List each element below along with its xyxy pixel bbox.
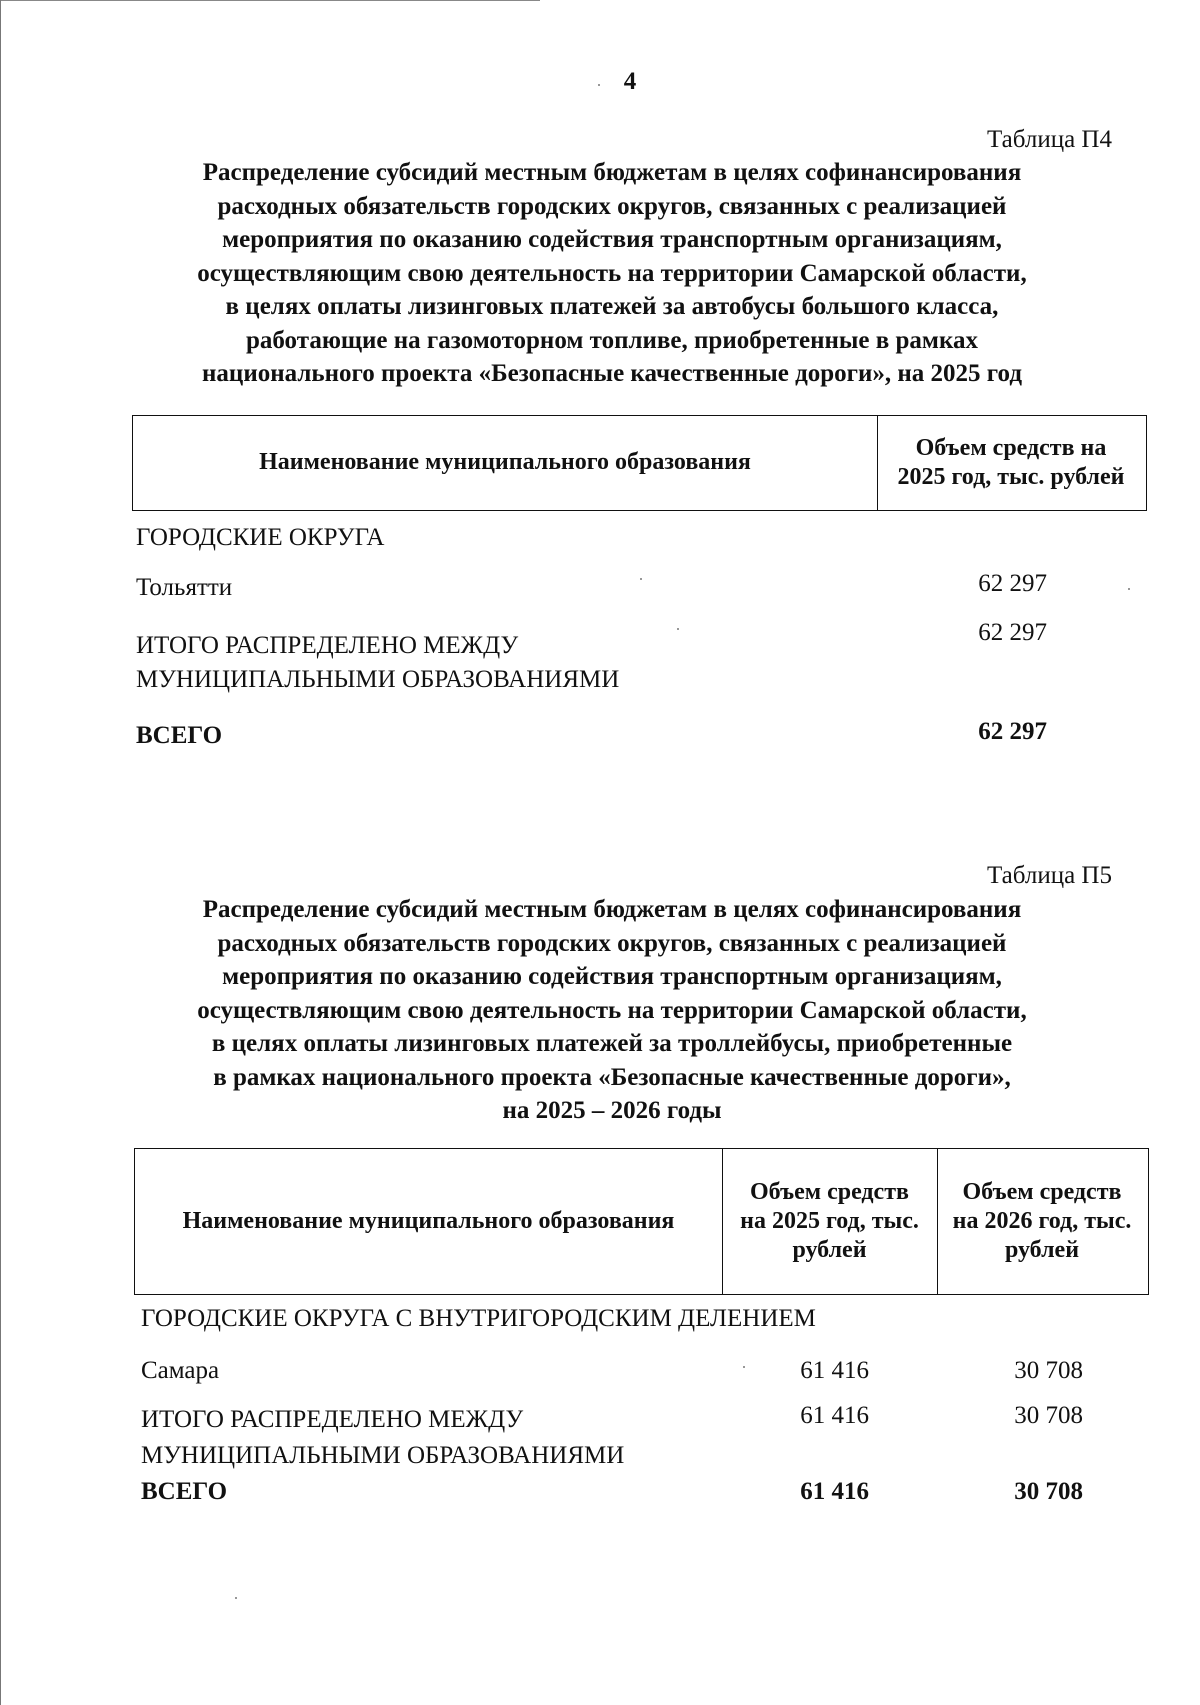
table-p5-label: Таблица П5 — [987, 862, 1112, 889]
scan-speck — [640, 578, 642, 580]
section-label: ГОРОДСКИЕ ОКРУГА С ВНУТРИГОРОДСКИМ ДЕЛЕНИЕМ — [141, 1305, 816, 1332]
title-line: мероприятия по оказанию содействия транспортным организациям, — [222, 226, 1002, 253]
scan-speck — [743, 1366, 745, 1368]
title-line: осуществляющим свою деятельность на территории Самарской области, — [197, 259, 1027, 287]
total-value-2025: 62 297 — [978, 718, 1047, 745]
title-line: осуществляющим свою деятельность на территории Самарской области, — [197, 996, 1027, 1024]
title-line: расходных обязательств городских округов, связанных с реализацией — [217, 192, 1007, 220]
subtotal-name — [136, 629, 619, 697]
column-header-name: Наименование муниципального образования — [182, 1207, 675, 1234]
subtotal-value-2025: 62 297 — [978, 619, 1047, 646]
subtotal-value-2025: 61 416 — [800, 1402, 869, 1429]
column-header-2026: Объем средств на 2026 год, тыс. рублей — [952, 1178, 1132, 1263]
title-line: в целях оплаты лизинговых платежей за троллейбусы, приобретенные — [211, 1030, 1013, 1057]
total-value-2025: 61 416 — [800, 1478, 869, 1505]
title-line: Распределение субсидий местным бюджетам в целях софинансирования — [202, 896, 1022, 923]
column-header-2025: Объем средств на 2025 год, тыс. рублей — [740, 1178, 919, 1263]
subtotal-name — [141, 1402, 624, 1474]
subtotal-line: МУНИЦИПАЛЬНЫМИ ОБРАЗОВАНИЯМИ — [141, 1442, 625, 1469]
row-value-2025: 61 416 — [800, 1357, 869, 1384]
subtotal-value-2026: 30 708 — [1014, 1402, 1083, 1429]
scan-speck — [677, 628, 679, 630]
row-value-2025: 62 297 — [978, 570, 1047, 597]
total-name: ВСЕГО — [141, 1478, 228, 1505]
page-number: 4 — [623, 68, 637, 95]
subtotal-line: ИТОГО РАСПРЕДЕЛЕНО МЕЖДУ — [141, 1406, 524, 1433]
title-line: расходных обязательств городских округов, связанных с реализацией — [217, 929, 1007, 957]
column-header-name: Наименование муниципального образования — [259, 449, 751, 475]
total-name: ВСЕГО — [136, 722, 223, 749]
title-line: на 2025 – 2026 годы — [502, 1097, 722, 1124]
scan-speck — [598, 84, 600, 86]
table-p4-label: Таблица П4 — [987, 126, 1112, 153]
table-p5-header — [134, 1148, 1149, 1295]
scan-speck — [1128, 588, 1130, 590]
subtotal-line: МУНИЦИПАЛЬНЫМИ ОБРАЗОВАНИЯМИ — [136, 666, 620, 693]
column-header-2025: Объем средств на 2025 год, тыс. рублей — [897, 434, 1125, 490]
row-value-2026: 30 708 — [1014, 1357, 1083, 1384]
title-line: в рамках национального проекта «Безопасные качественные дороги», — [213, 1063, 1011, 1091]
total-value-2026: 30 708 — [1014, 1478, 1083, 1505]
title-line: в целях оплаты лизинговых платежей за автобусы большого класса, — [225, 293, 999, 320]
title-line: мероприятия по оказанию содействия транспортным организациям, — [222, 963, 1002, 990]
table-p5-title — [128, 893, 1096, 1128]
title-line: Распределение субсидий местным бюджетам в целях софинансирования — [202, 159, 1022, 186]
subtotal-line: ИТОГО РАСПРЕДЕЛЕНО МЕЖДУ — [136, 632, 519, 659]
table-p4-header — [132, 415, 1147, 511]
title-line: работающие на газомоторном топливе, приобретенные в рамках — [245, 326, 978, 354]
row-name: Тольятти — [136, 574, 233, 601]
title-line: национального проекта «Безопасные качественные дороги», на 2025 год — [202, 360, 1022, 387]
scan-edge-top — [0, 0, 540, 1]
scan-speck — [235, 1597, 237, 1599]
table-p4-title — [128, 156, 1096, 391]
scan-edge-left — [0, 0, 1, 1705]
section-label: ГОРОДСКИЕ ОКРУГА — [136, 524, 385, 551]
row-name: Самара — [141, 1357, 220, 1384]
